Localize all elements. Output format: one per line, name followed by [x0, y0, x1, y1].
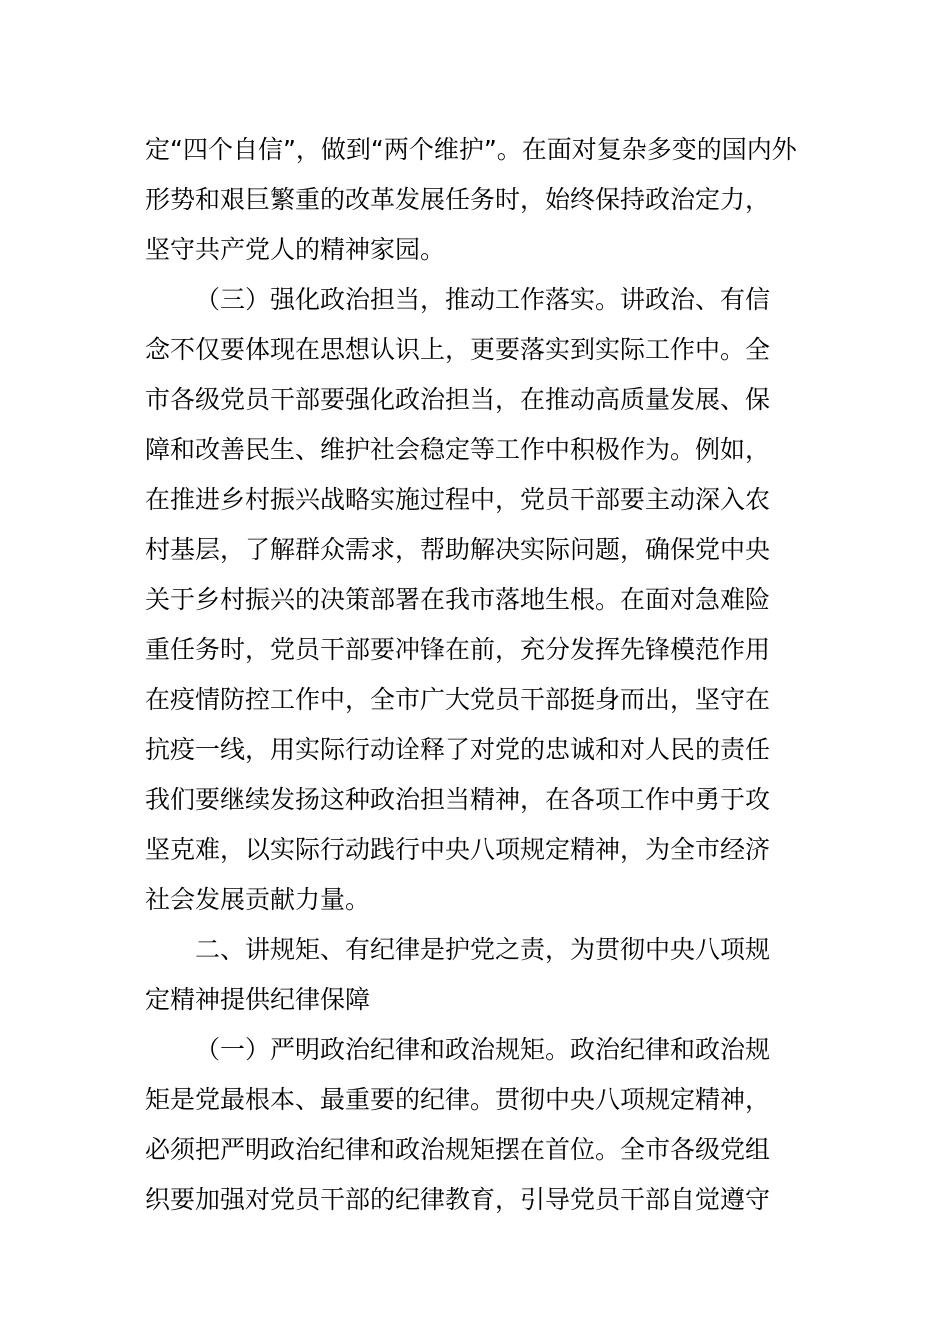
text-line: 社会发展贡献力量。 [145, 885, 371, 914]
section-heading-line: 定精神提供纪律保障 [145, 985, 371, 1014]
subheading-line: （一）严明政治纪律和政治规矩。政治纪律和政治规 [195, 1035, 771, 1064]
text-line: 形势和艰巨繁重的改革发展任务时，始终保持政治定力， [145, 185, 771, 214]
text-line: 念不仅要体现在思想认识上，更要落实到实际工作中。全 [145, 335, 771, 364]
text-line: 在疫情防控工作中，全市广大党员干部挺身而出，坚守在 [145, 685, 771, 714]
text-line: 障和改善民生、维护社会稳定等工作中积极作为。例如， [145, 435, 771, 464]
text-line: 坚守共产党人的精神家园。 [145, 235, 446, 264]
body-text [145, 125, 810, 1225]
text-line: 抗疫一线，用实际行动诠释了对党的忠诚和对人民的责任 [145, 735, 771, 764]
text-line: 市各级党员干部要强化政治担当，在推动高质量发展、保 [145, 385, 771, 414]
text-line: 坚克难，以实际行动践行中央八项规定精神，为全市经济 [145, 835, 771, 864]
text-line: 关于乡村振兴的决策部署在我市落地生根。在面对急难险 [145, 585, 771, 614]
subheading-line: （三）强化政治担当，推动工作落实。讲政治、有信 [195, 285, 771, 314]
text-line: 必须把严明政治纪律和政治规矩摆在首位。全市各级党组 [145, 1135, 771, 1164]
text-line: 矩是党最根本、最重要的纪律。贯彻中央八项规定精神， [145, 1085, 771, 1114]
text-line: 村基层，了解群众需求，帮助解决实际问题，确保党中央 [145, 535, 771, 564]
section-heading-line: 二、讲规矩、有纪律是护党之责，为贯彻中央八项规 [195, 935, 771, 964]
text-line: 定“四个自信”，做到“两个维护”。在面对复杂多变的国内外 [145, 135, 797, 164]
text-line: 在推进乡村振兴战略实施过程中，党员干部要主动深入农 [145, 485, 771, 514]
text-line: 我们要继续发扬这种政治担当精神，在各项工作中勇于攻 [145, 785, 771, 814]
text-line: 重任务时，党员干部要冲锋在前，充分发挥先锋模范作用 [145, 635, 771, 664]
text-line: 织要加强对党员干部的纪律教育，引导党员干部自觉遵守 [145, 1185, 771, 1214]
